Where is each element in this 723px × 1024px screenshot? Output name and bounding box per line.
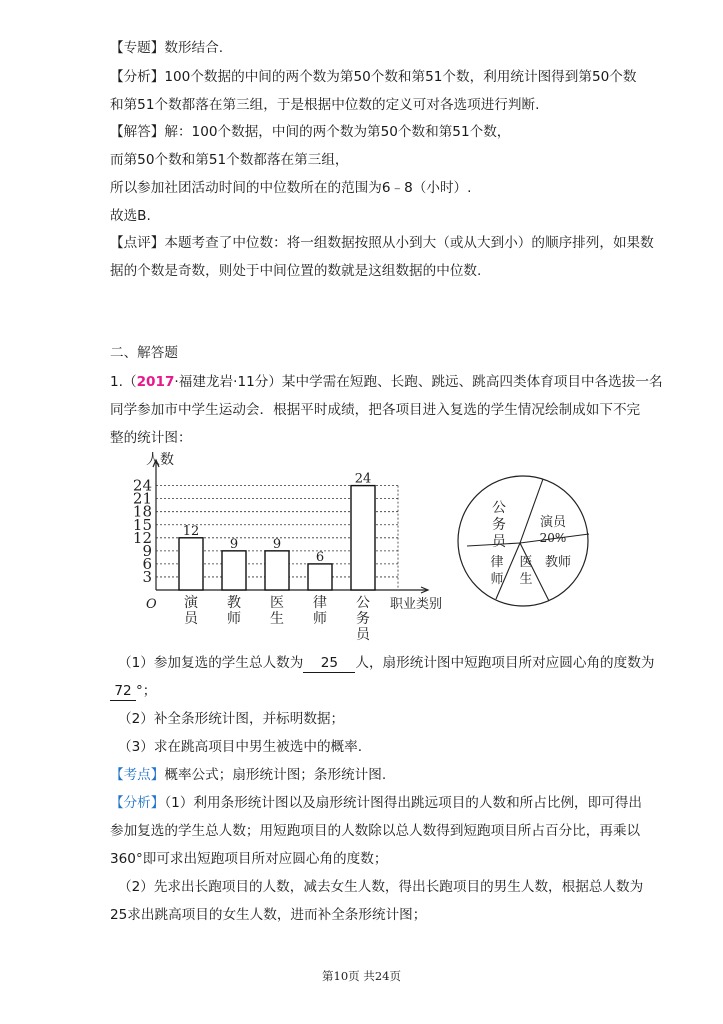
pie-slice-label: 员 xyxy=(492,534,506,550)
pie-slice-percent: 20% xyxy=(539,531,567,545)
analysis2-line-5: 25求出跳高项目的女生人数，进而补全条形统计图； xyxy=(110,907,427,923)
x-tick-label-char: 律 xyxy=(313,595,327,611)
x-tick-label-char: 师 xyxy=(313,611,327,627)
bar xyxy=(179,538,203,590)
x-tick-label-char: 医 xyxy=(270,595,284,611)
kaodian-line xyxy=(110,765,386,785)
part1-text-b: 人，扇形统计图中短跑项目所对应圆心角的度数为 xyxy=(355,655,655,671)
analysis2-line-2: 参加复选的学生总人数；用短跑项目的人数除以总人数得到短跑项目所占百分比，再乘以 xyxy=(110,823,641,839)
pie-slice-label: 教师 xyxy=(544,555,572,570)
part1-answer-angle: 72 xyxy=(110,683,136,701)
comment-line-1: 【点评】本题考查了中位数：将一组数据按照从小到大（或从大到小）的顺序排列，如果数 xyxy=(110,235,654,251)
y-tick-label: 18 xyxy=(132,502,152,521)
analysis2-text-a: （1）利用条形统计图以及扇形统计图得出跳远项目的人数和所占比例，即可得出 xyxy=(164,795,643,811)
x-tick-label-char: 生 xyxy=(270,611,284,627)
part1-line-2 xyxy=(110,681,156,701)
question-line-2: 同学参加市中学生运动会．根据平时成绩，把各项目进入复选的学生情况绘制成如下不完 xyxy=(110,402,641,418)
origin-label: O xyxy=(146,597,157,612)
analysis2-line-3: 360°即可求出短跑项目所对应圆心角的度数； xyxy=(110,851,388,867)
y-axis-label: 人数 xyxy=(146,452,174,468)
part1-answer-total: 25 xyxy=(303,655,355,673)
analysis2-tag: 【分析】 xyxy=(110,795,165,811)
analysis-line-1: 【分析】100个数据的中间的两个数为第50个数和第51个数，利用统计图得到第50个数 xyxy=(110,69,637,85)
y-tick-label: 9 xyxy=(142,541,152,560)
part1-line-1 xyxy=(118,653,654,673)
pie-slice-label: 律 xyxy=(490,555,504,570)
bar-value-label: 9 xyxy=(229,536,239,552)
pie-slice-label: 公 xyxy=(492,500,506,516)
bar-chart xyxy=(133,451,442,643)
bar-value-label: 12 xyxy=(182,523,200,539)
pie-slice-label: 务 xyxy=(492,517,506,533)
section-heading: 二、解答题 xyxy=(110,345,178,361)
question-line-3: 整的统计图： xyxy=(110,430,192,446)
question-year: 2017 xyxy=(136,374,175,390)
x-axis-label: 职业类别 xyxy=(390,597,443,612)
statistics-figure xyxy=(128,450,598,645)
topic-line: 【专题】数形结合. xyxy=(110,40,224,56)
bar xyxy=(351,486,375,590)
y-tick-label: 6 xyxy=(142,554,152,573)
kaodian-tag: 【考点】 xyxy=(110,767,165,783)
y-tick-label: 12 xyxy=(132,528,152,547)
y-tick-label: 24 xyxy=(132,476,152,495)
part1-text-a: （1）参加复选的学生总人数为 xyxy=(118,655,304,671)
pie-slice-label: 师 xyxy=(490,572,504,587)
y-tick-label: 15 xyxy=(132,515,152,534)
pie-slice-label: 生 xyxy=(519,572,533,587)
x-tick-label-char: 教 xyxy=(227,595,241,611)
pie-slice-label: 医 xyxy=(519,555,533,570)
bar-value-label: 24 xyxy=(354,471,372,487)
x-tick-label-char: 员 xyxy=(184,611,198,627)
analysis2-line-4: （2）先求出长跑项目的人数，减去女生人数，得出长跑项目的男生人数，根据总人数为 xyxy=(118,879,644,895)
answer-line-3: 所以参加社团活动时间的中位数所在的范围为6﹣8（小时）. xyxy=(110,180,472,196)
part2-line: （2）补全条形统计图，并标明数据； xyxy=(118,711,345,727)
bar xyxy=(222,551,246,590)
y-tick-label: 21 xyxy=(132,489,152,508)
bar-value-label: 9 xyxy=(272,536,282,552)
x-tick-label-char: 演 xyxy=(184,595,198,611)
answer-line-1: 【解答】解：100个数据，中间的两个数为第50个数和第51个数， xyxy=(110,124,511,140)
x-tick-label-char: 务 xyxy=(356,611,370,627)
analysis-line-2: 和第51个数都落在第三组，于是根据中位数的定义可对各选项进行判断. xyxy=(110,97,540,113)
pie-slice-label: 演员 xyxy=(539,515,567,530)
x-tick-label-char: 员 xyxy=(356,627,370,643)
bar xyxy=(265,551,289,590)
x-tick-label-char: 公 xyxy=(356,595,370,611)
page-footer: 第10页 共24页 xyxy=(322,969,401,983)
comment-line-2: 据的个数是奇数，则处于中间位置的数就是这组数据的中位数. xyxy=(110,263,482,279)
bar-value-label: 6 xyxy=(315,549,325,565)
part3-line: （3）求在跳高项目中男生被选中的概率. xyxy=(118,739,363,755)
pie-chart xyxy=(458,476,589,606)
question-source: ·福建龙岩·11分）某中学需在短跑、长跑、跳远、跳高四类体育项目中各选拔一名 xyxy=(174,374,663,390)
y-tick-label: 3 xyxy=(142,567,152,586)
question-line-1 xyxy=(110,372,663,392)
x-tick-label-char: 师 xyxy=(227,611,241,627)
analysis2-line-1 xyxy=(110,793,642,813)
answer-line-4: 故选B. xyxy=(110,208,151,224)
part1-text-c: °； xyxy=(136,683,157,699)
question-number: 1.（ xyxy=(110,374,137,390)
kaodian-text: 概率公式；扇形统计图；条形统计图. xyxy=(164,767,387,783)
answer-line-2: 而第50个数和第51个数都落在第三组， xyxy=(110,152,349,168)
bar xyxy=(308,564,332,590)
